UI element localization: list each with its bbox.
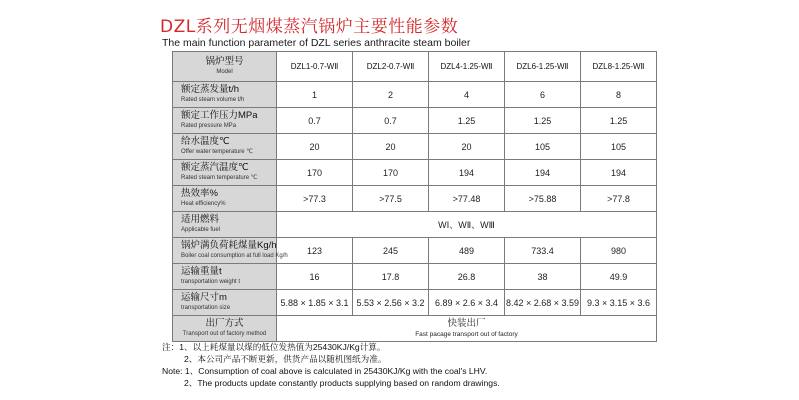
value-cell: 5.53 × 2.56 × 3.2	[353, 290, 429, 316]
value-cell: 1.25	[581, 108, 657, 134]
value-cell: 38	[505, 264, 581, 290]
table-row	[173, 186, 657, 212]
note-cn-1: 注：1、以上耗煤量以煤的低位发热值为25430KJ/Kg计算。	[162, 342, 386, 352]
value-cell: 20	[353, 134, 429, 160]
value-cell: 194	[581, 160, 657, 186]
label-cn: 额定蒸汽温度℃	[181, 162, 249, 174]
transport-method-cn: 快装出厂	[447, 317, 486, 329]
value-cell: 49.9	[581, 264, 657, 290]
label-cell	[173, 212, 277, 238]
value-cell: >77.5	[353, 186, 429, 212]
model-cell: DZL2-0.7-WⅡ	[353, 52, 429, 82]
label-cell	[173, 82, 277, 108]
model-cell: DZL1-0.7-WⅡ	[277, 52, 353, 82]
value-cell: 16	[277, 264, 353, 290]
value-cell: 0.7	[277, 108, 353, 134]
label-en: Model	[216, 69, 233, 76]
value-cell: 8.42 × 2.68 × 3.59	[505, 290, 581, 316]
value-cell: 105	[505, 134, 581, 160]
value-cell: 9.3 × 3.15 × 3.6	[581, 290, 657, 316]
value-cell: 489	[429, 238, 505, 264]
value-cell: 170	[353, 160, 429, 186]
label-cn: 运输尺寸m	[181, 292, 227, 304]
value-cell: 5.88 × 1.85 × 3.1	[277, 290, 353, 316]
value-cell: 0.7	[353, 108, 429, 134]
value-cell: 26.8	[429, 264, 505, 290]
value-cell: >75.88	[505, 186, 581, 212]
value-cell: 194	[429, 160, 505, 186]
value-cell: 2	[353, 82, 429, 108]
table-row	[173, 264, 657, 290]
label-cn: 运输重量t	[181, 266, 222, 278]
table-row	[173, 160, 657, 186]
label-en: Heat efficiency%	[181, 201, 226, 208]
label-en: Rated steam volume t/h	[181, 97, 245, 104]
note-cn-2: 2、本公司产品不断更新，供货产品以随机图纸为准。	[184, 354, 387, 364]
parameter-table	[172, 51, 657, 342]
value-cell: 1.25	[505, 108, 581, 134]
value-cell: 6.89 × 2.6 × 3.4	[429, 290, 505, 316]
page-title-cn: DZL系列无烟煤蒸汽锅炉主要性能参数	[160, 17, 459, 37]
label-en: Boiler coal consumption at full load Kg/h	[181, 253, 288, 260]
label-cell	[173, 108, 277, 134]
label-en: Transport out of factory method	[182, 331, 267, 338]
page-title-en: The main function parameter of DZL series anthracite steam boiler	[162, 37, 471, 49]
model-cell: DZL8-1.25-WⅡ	[581, 52, 657, 82]
fuel-type-cell: WⅠ、WⅡ、WⅢ	[277, 212, 657, 238]
value-cell: 8	[581, 82, 657, 108]
table-row	[173, 290, 657, 316]
transport-method-cell	[277, 316, 657, 342]
table-row	[173, 134, 657, 160]
label-en: Rated steam temperature ℃	[181, 175, 258, 182]
table-row	[173, 108, 657, 134]
value-cell: 4	[429, 82, 505, 108]
value-cell: 105	[581, 134, 657, 160]
transport-method-en: Fast pacage transport out of factory	[415, 330, 518, 338]
table-row	[173, 82, 657, 108]
label-cell	[173, 134, 277, 160]
label-cn: 额定工作压力MPa	[181, 110, 258, 122]
label-en: Applicable fuel	[181, 227, 221, 234]
label-en: transportation size	[181, 305, 231, 312]
table-row-transport	[173, 316, 657, 342]
label-cell	[173, 160, 277, 186]
label-cell	[173, 316, 277, 342]
label-cell	[173, 52, 277, 82]
value-cell: 245	[353, 238, 429, 264]
table-row	[173, 238, 657, 264]
table-row	[173, 212, 657, 238]
value-cell: 733.4	[505, 238, 581, 264]
label-cn: 适用燃料	[181, 214, 220, 226]
value-cell: >77.3	[277, 186, 353, 212]
label-en: Offer water temperature ℃	[181, 149, 253, 156]
value-cell: 170	[277, 160, 353, 186]
value-cell: >77.48	[429, 186, 505, 212]
label-cn: 锅炉满负荷耗煤量Kg/h	[181, 240, 277, 252]
notes-block	[162, 341, 500, 389]
label-cn: 锅炉型号	[205, 56, 244, 68]
label-en: Rated pressure MPa	[181, 123, 237, 130]
label-cell	[173, 186, 277, 212]
label-cell	[173, 264, 277, 290]
value-cell: >77.8	[581, 186, 657, 212]
label-cn: 额定蒸发量t/h	[181, 84, 240, 96]
value-cell: 20	[277, 134, 353, 160]
model-cell: DZL4-1.25-WⅡ	[429, 52, 505, 82]
model-cell: DZL6-1.25-WⅡ	[505, 52, 581, 82]
note-en-2: 2、The products update constantly products supplying based on random drawings.	[184, 378, 500, 388]
table-row-model	[173, 52, 657, 82]
value-cell: 17.8	[353, 264, 429, 290]
value-cell: 1.25	[429, 108, 505, 134]
label-cell	[173, 290, 277, 316]
label-en: transportation weight t	[181, 279, 241, 286]
value-cell: 123	[277, 238, 353, 264]
value-cell: 20	[429, 134, 505, 160]
note-en-1: Note: 1、Consumption of coal above is calculated in 25430KJ/Kg with the coal's LHV.	[162, 366, 488, 376]
label-cn: 热效率%	[181, 188, 218, 200]
value-cell: 980	[581, 238, 657, 264]
value-cell: 1	[277, 82, 353, 108]
label-cn: 出厂方式	[205, 318, 244, 330]
value-cell: 6	[505, 82, 581, 108]
label-cell	[173, 238, 288, 264]
value-cell: 194	[505, 160, 581, 186]
label-cn: 给水温度℃	[181, 136, 230, 148]
